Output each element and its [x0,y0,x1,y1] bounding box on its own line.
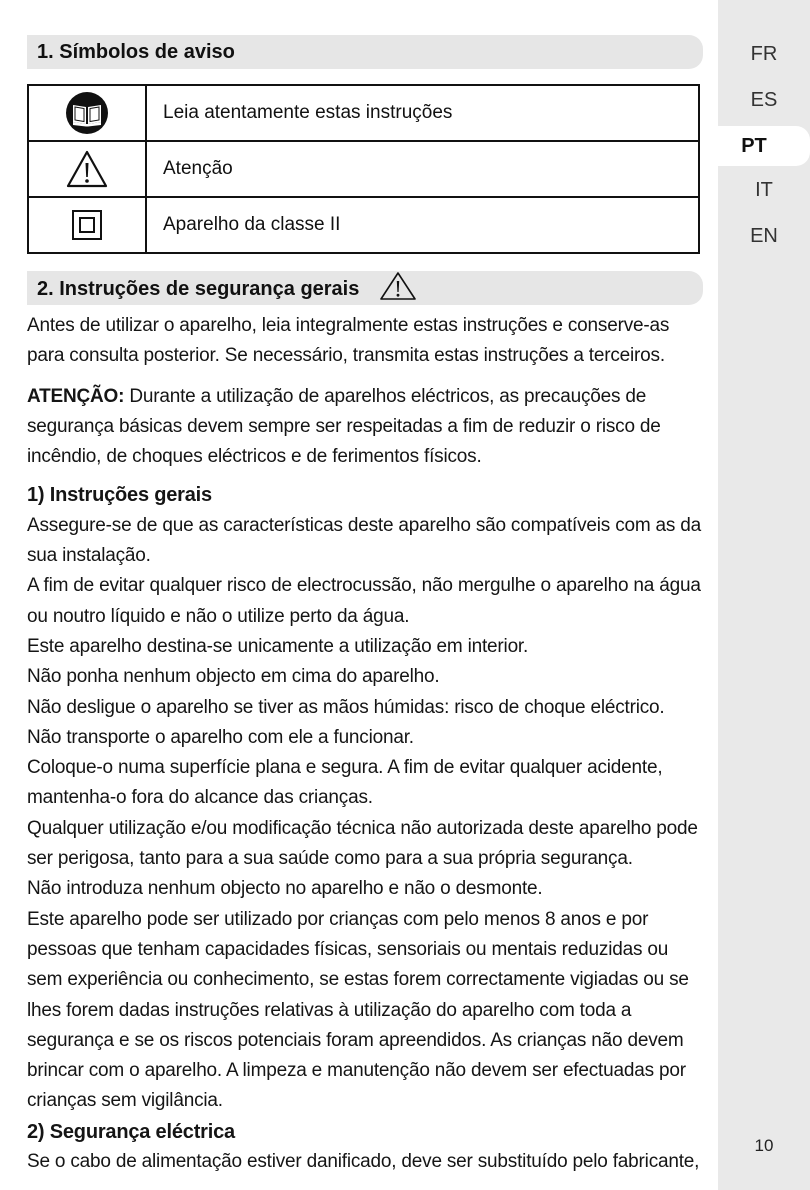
lang-es[interactable]: ES [750,89,778,111]
language-sidebar [718,0,810,1190]
lang-fr[interactable]: FR [750,43,778,65]
section-1-title: 1. Símbolos de aviso [37,41,235,63]
list-item: A fim de evitar qualquer risco de electrocussão, não mergulhe o aparelho na água ou noutro líquido e não o utilize perto da água. [27,575,701,627]
warning-label: ATENÇÃO: [27,385,125,407]
subsection-2-title: 2) Segurança eléctrica [27,1120,235,1143]
list-item: Não ponha nenhum objecto em cima do aparelho. [27,666,440,688]
warning-icon [65,158,109,179]
symbol-description: Aparelho da classe II [146,197,699,253]
page-number: 10 [754,1136,774,1155]
symbols-table [27,84,700,254]
list-item: Se o cabo de alimentação estiver danificado, deve ser substituído pelo fabricante, [27,1151,700,1173]
subsection-1-title: 1) Instruções gerais [27,484,212,507]
list-item: Coloque-o numa superfície plana e segura. A fim de evitar qualquer acidente, mantenha-o fora do alcance das crianças. [27,757,663,809]
symbol-description: Atenção [146,141,699,197]
lang-en[interactable]: EN [750,225,778,247]
list-item: Qualquer utilização e/ou modificação técnica não autorizada deste aparelho pode ser perigosa, tanto para a sua saúde como para a sua própria segurança. [27,817,698,870]
warning-icon [379,278,417,300]
icon-cell [28,141,146,197]
section-1-heading [27,35,703,69]
section-2-heading [27,271,703,305]
warning-text: Durante a utilização de aparelhos eléctricos, as precauções de segurança básicas devem sempre ser respeitadas a fim de reduzir o risco de incêndio, de choques eléctricos e de ferimentos físicos. [27,385,661,468]
list-item: Este aparelho destina-se unicamente a utilização em interior. [27,635,529,657]
lang-pt-active[interactable]: PT [718,126,810,166]
list-item: Assegure-se de que as características deste aparelho são compatíveis com as da sua instalação. [27,514,702,567]
icon-cell [28,85,146,141]
warning-paragraph [27,382,707,473]
class-ii-icon [71,214,103,235]
symbol-description: Leia atentamente estas instruções [146,85,699,141]
section-2-title: 2. Instruções de segurança gerais [37,278,360,300]
list-item: Este aparelho pode ser utilizado por crianças com pelo menos 8 anos e por pessoas que tenham capacidades físicas, sensoriais ou mentais reduzidas ou sem experiência ou conhecimento, se estas forem correctamente vigiadas ou se lhes forem dadas instruções relativas à utilização do aparelho com toda a segurança e se os riscos potenciais foram apreendidos. As crianças não devem brincar com o aparelho. A limpeza e manutenção não devem ser efectuadas por crianças sem vigilância. [27,908,689,1112]
table-row [28,85,699,141]
icon-cell [28,197,146,253]
intro-paragraph: Antes de utilizar o aparelho, leia integralmente estas instruções e conserve-as para consulta posterior. Se necessário, transmita estas instruções a terceiros. [27,315,670,367]
list-item: Não desligue o aparelho se tiver as mãos húmidas: risco de choque eléctrico. [27,696,665,718]
list-item: Não introduza nenhum objecto no aparelho e não o desmonte. [27,878,543,900]
lang-it[interactable]: IT [755,179,773,201]
book-icon [65,102,109,123]
section-2-body [27,311,707,1177]
table-row [28,141,699,197]
list-item: Não transporte o aparelho com ele a funcionar. [27,726,414,748]
table-row [28,197,699,253]
